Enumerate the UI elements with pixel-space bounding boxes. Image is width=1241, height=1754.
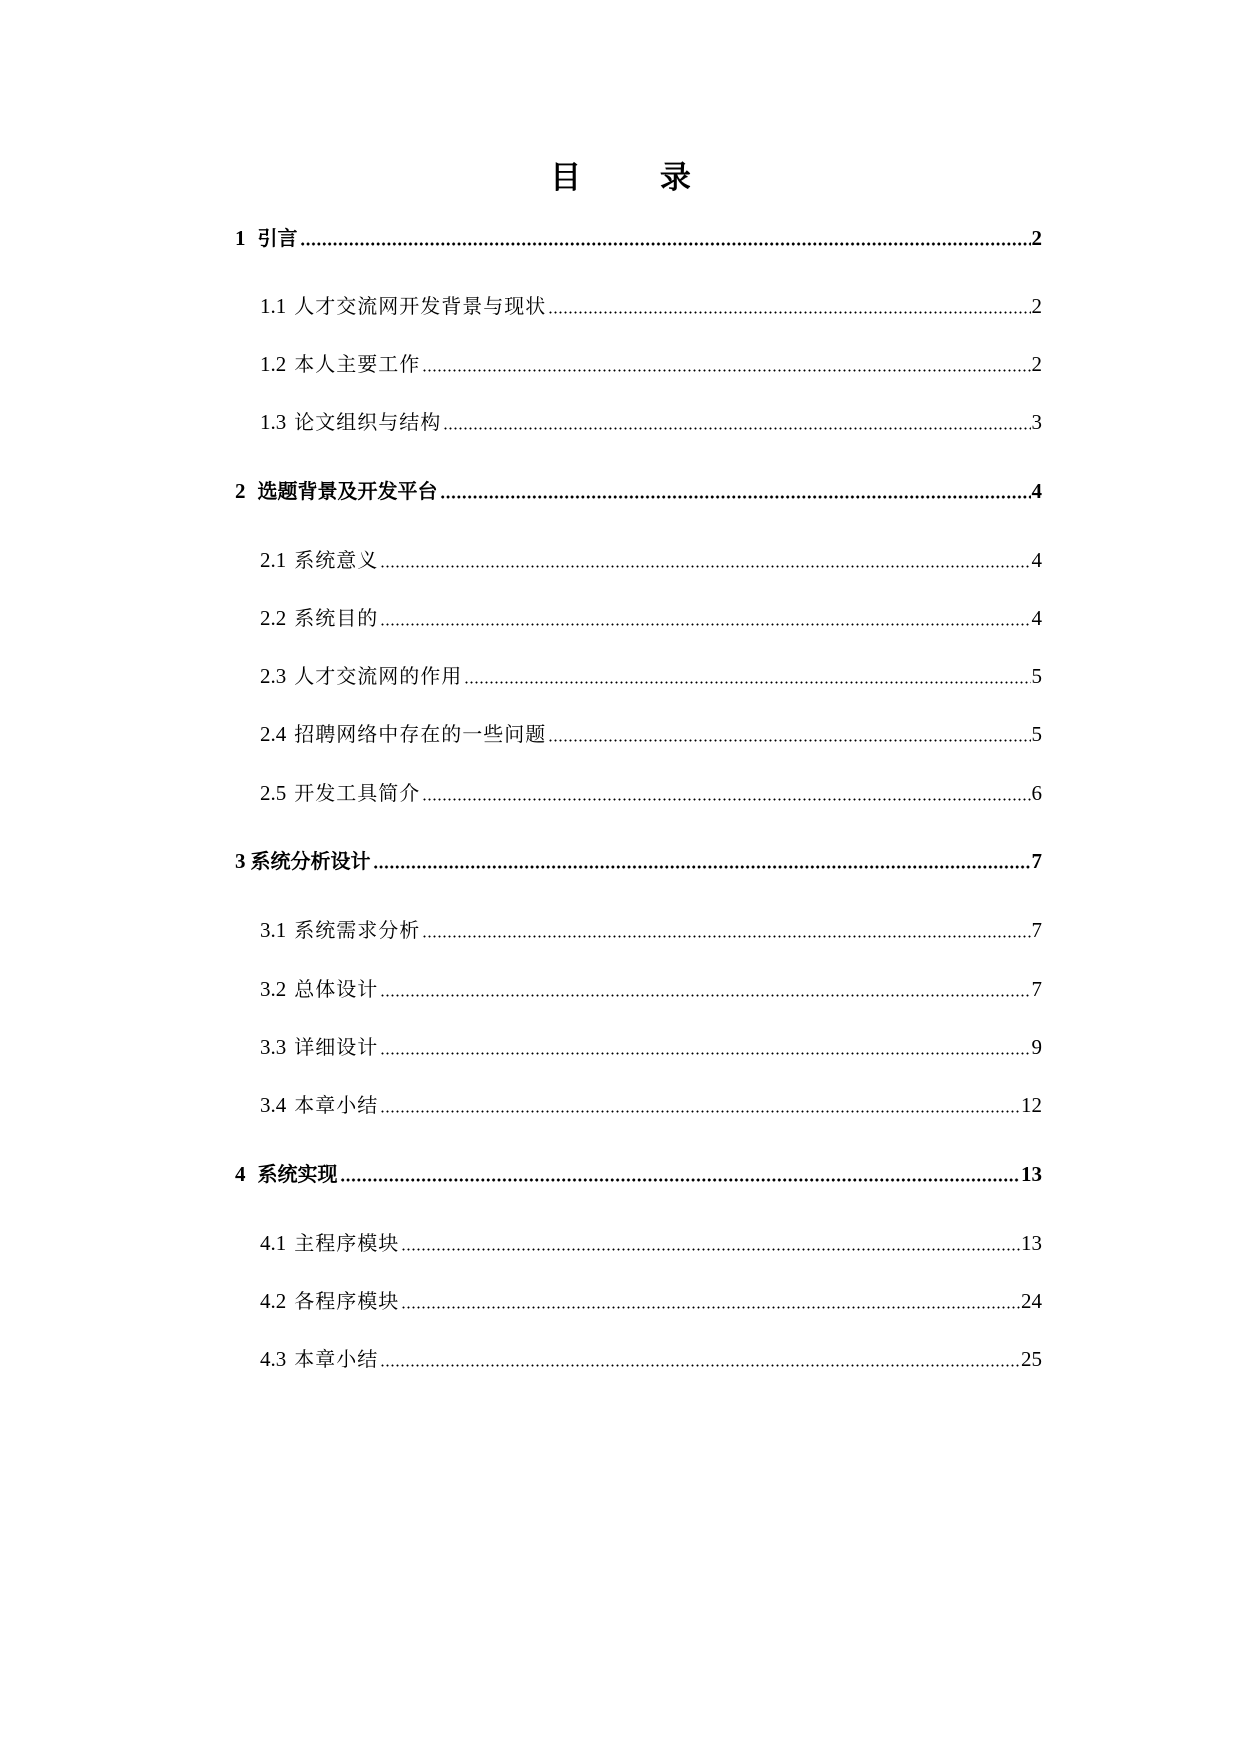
entry-number: 4 — [235, 1162, 246, 1186]
dot-leader — [401, 1248, 1020, 1251]
entry-page-number: 12 — [1021, 1093, 1042, 1117]
entry-page-number: 2 — [1031, 294, 1042, 318]
dot-leader — [440, 495, 1031, 499]
dot-leader — [443, 427, 1030, 430]
entry-number: 1.3 — [260, 410, 287, 434]
toc-entry-section-2-2[interactable] — [260, 601, 1042, 635]
entry-number: 3.3 — [260, 1035, 287, 1059]
entry-page-number: 7 — [1031, 849, 1042, 873]
entry-page-number: 6 — [1031, 781, 1042, 805]
entry-label: 系统目的 — [294, 606, 379, 630]
entry-number: 1.2 — [260, 352, 287, 376]
toc-entry-section-1-1[interactable] — [260, 289, 1042, 323]
dot-leader — [401, 1306, 1020, 1309]
entry-page-number: 5 — [1031, 664, 1042, 688]
entry-number: 2 — [235, 479, 246, 503]
dot-leader — [380, 623, 1030, 626]
entry-label: 主程序模块 — [294, 1231, 400, 1255]
toc-entry-section-3-1[interactable] — [260, 913, 1042, 947]
entry-label: 开发工具简介 — [294, 781, 421, 805]
entry-label: 人才交流网开发背景与现状 — [294, 294, 547, 318]
entry-page-number: 24 — [1021, 1289, 1042, 1313]
entry-label: 系统意义 — [294, 548, 379, 572]
entry-page-number: 13 — [1021, 1231, 1042, 1255]
dot-leader — [373, 865, 1031, 869]
entry-page-number: 3 — [1031, 410, 1042, 434]
entry-page-number: 25 — [1021, 1347, 1042, 1371]
entry-label: 引言 — [257, 226, 298, 250]
entry-number: 4.2 — [260, 1289, 287, 1313]
toc-entry-section-2-5[interactable] — [260, 776, 1042, 810]
entry-page-number: 4 — [1031, 479, 1042, 503]
entry-number: 3 — [235, 849, 246, 873]
toc-title: 目 录 — [550, 160, 725, 196]
entry-label: 总体设计 — [294, 977, 379, 1001]
entry-label: 选题背景及开发平台 — [257, 479, 438, 503]
entry-number: 2.2 — [260, 606, 287, 630]
dot-leader — [380, 565, 1030, 568]
entry-page-number: 5 — [1031, 722, 1042, 746]
entry-label: 详细设计 — [294, 1035, 379, 1059]
entry-number: 2.1 — [260, 548, 287, 572]
dot-leader — [548, 311, 1030, 314]
entry-number: 3.1 — [260, 918, 287, 942]
entry-page-number: 7 — [1031, 977, 1042, 1001]
dot-leader — [380, 994, 1030, 997]
dot-leader — [340, 1178, 1021, 1182]
entry-page-number: 13 — [1021, 1162, 1042, 1186]
entry-number: 4.3 — [260, 1347, 287, 1371]
entry-label: 系统需求分析 — [294, 918, 421, 942]
toc-entry-section-3-4[interactable] — [260, 1088, 1042, 1122]
entry-label: 系统分析设计 — [250, 849, 371, 873]
dot-leader — [380, 1364, 1020, 1367]
dot-leader — [300, 242, 1031, 246]
entry-label: 人才交流网的作用 — [294, 664, 463, 688]
entry-label: 本人主要工作 — [294, 352, 421, 376]
entry-page-number: 9 — [1031, 1035, 1042, 1059]
toc-entry-section-2-4[interactable] — [260, 717, 1042, 751]
toc-entry-section-2-1[interactable] — [260, 543, 1042, 577]
entry-label: 本章小结 — [294, 1093, 379, 1117]
entry-label: 系统实现 — [257, 1162, 338, 1186]
toc-entry-chapter-1[interactable] — [235, 221, 1042, 255]
toc-entry-section-3-2[interactable] — [260, 972, 1042, 1006]
entry-number: 2.4 — [260, 722, 287, 746]
toc-entry-section-1-2[interactable] — [260, 347, 1042, 381]
toc-entry-chapter-3[interactable] — [235, 844, 1042, 878]
dot-leader — [422, 935, 1030, 938]
toc-entry-section-2-3[interactable] — [260, 659, 1042, 693]
entry-number: 4.1 — [260, 1231, 287, 1255]
entry-label: 本章小结 — [294, 1347, 379, 1371]
toc-entry-section-1-3[interactable] — [260, 405, 1042, 439]
entry-number: 2.3 — [260, 664, 287, 688]
entry-label: 论文组织与结构 — [294, 410, 442, 434]
dot-leader — [422, 369, 1030, 372]
entry-page-number: 4 — [1031, 548, 1042, 572]
toc-entry-chapter-4[interactable] — [235, 1157, 1042, 1191]
dot-leader — [548, 739, 1030, 742]
entry-label: 各程序模块 — [294, 1289, 400, 1313]
toc-entry-section-4-1[interactable] — [260, 1226, 1042, 1260]
entry-page-number: 2 — [1031, 226, 1042, 250]
entry-number: 1.1 — [260, 294, 287, 318]
dot-leader — [464, 681, 1030, 684]
toc-entry-chapter-2[interactable] — [235, 474, 1042, 508]
entry-number: 3.2 — [260, 977, 287, 1001]
toc-entry-section-4-3[interactable] — [260, 1342, 1042, 1376]
entry-label: 招聘网络中存在的一些问题 — [294, 722, 547, 746]
entry-number: 1 — [235, 226, 246, 250]
entry-number: 3.4 — [260, 1093, 287, 1117]
entry-number: 2.5 — [260, 781, 287, 805]
dot-leader — [380, 1052, 1030, 1055]
entry-page-number: 7 — [1031, 918, 1042, 942]
toc-entry-section-4-2[interactable] — [260, 1284, 1042, 1318]
dot-leader — [380, 1110, 1020, 1113]
entry-page-number: 2 — [1031, 352, 1042, 376]
entry-page-number: 4 — [1031, 606, 1042, 630]
dot-leader — [422, 798, 1030, 801]
toc-entry-section-3-3[interactable] — [260, 1030, 1042, 1064]
